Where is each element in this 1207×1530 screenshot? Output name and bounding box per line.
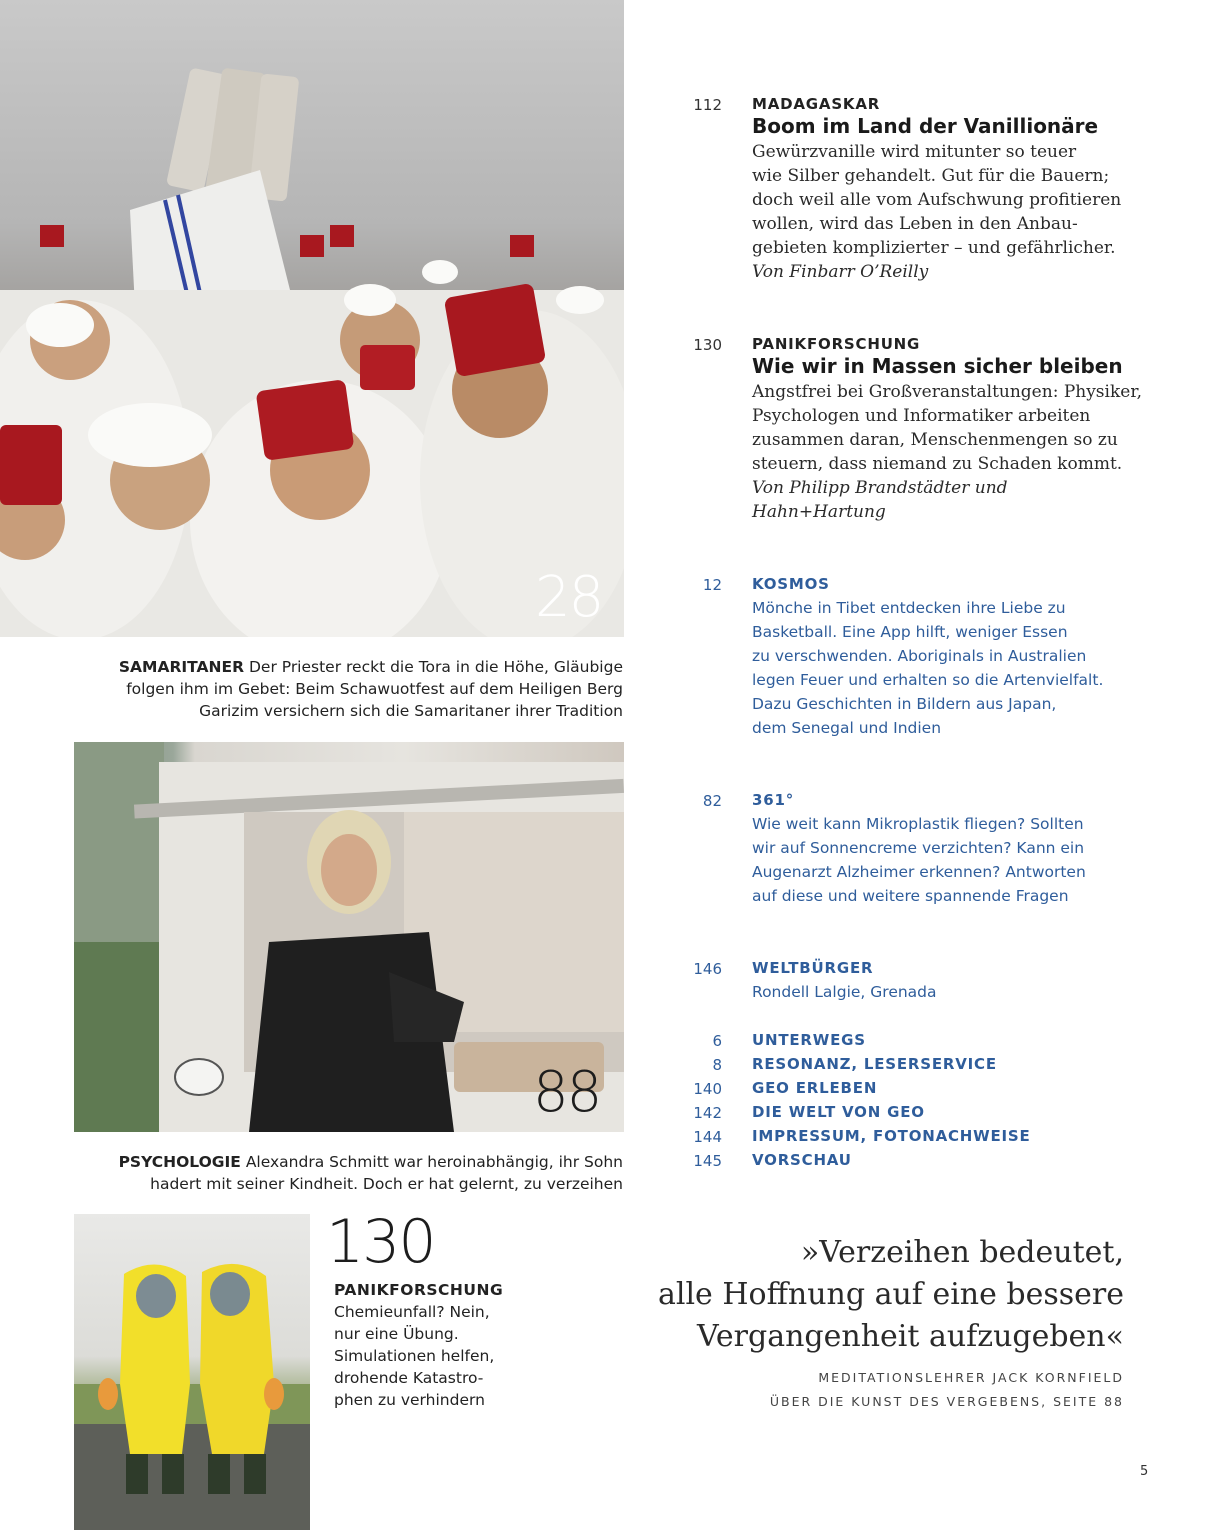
teaser-line: wir auf Sonnencreme verzichten? Kann ein — [752, 839, 1085, 857]
story-teaser — [752, 380, 1152, 524]
toc-page-number: 146 — [693, 960, 722, 978]
psychology-photo — [74, 742, 624, 1132]
teaser-line: Basketball. Eine App hilft, weniger Essen — [752, 623, 1068, 641]
teaser-line: zusammen daran, Menschenmengen so zu — [752, 430, 1118, 450]
teaser-line: zu verschwenden. Aboriginals in Australien — [752, 647, 1087, 665]
section-link-unterwegs[interactable]: UNTERWEGS — [752, 1031, 866, 1049]
caption-kicker: SAMARITANER — [118, 658, 245, 676]
teaser-line: Mönche in Tibet entdecken ihre Liebe zu — [752, 599, 1066, 617]
hazmat-illustration — [74, 1214, 310, 1530]
section-teaser: Rondell Lalgie, Grenada — [752, 983, 937, 1001]
samaritan-illustration — [0, 0, 624, 637]
byline: Von Finbarr O’Reilly — [752, 262, 929, 282]
teaser-line: Dazu Geschichten in Bildern aus Japan, — [752, 695, 1057, 713]
panic-research-photo — [74, 1214, 310, 1530]
panic-research-teaser — [334, 1279, 534, 1411]
toc-page-number: 144 — [693, 1128, 722, 1146]
samaritan-photo — [0, 0, 624, 637]
section-link-geo-erleben[interactable]: GEO ERLEBEN — [752, 1079, 878, 1097]
section-kicker-kosmos[interactable]: KOSMOS — [752, 575, 830, 593]
toc-page-number: 112 — [693, 96, 722, 114]
teaser-line: legen Feuer und erhalten so die Artenvielfalt. — [752, 671, 1104, 689]
page-number: 5 — [1140, 1464, 1149, 1479]
teaser-line: Chemieunfall? Nein, — [334, 1303, 490, 1321]
section-kicker-weltbuerger[interactable]: WELTBÜRGER — [752, 959, 874, 977]
story-headline[interactable]: Wie wir in Massen sicher bleiben — [752, 354, 1123, 378]
section-kicker-361[interactable]: 361° — [752, 791, 795, 809]
caption-text: Alexandra Schmitt war heroinabhängig, ihr Sohn hadert mit seiner Kindheit. Doch er hat gelernt, zu verzeihen — [150, 1153, 623, 1193]
pull-quote — [640, 1232, 1124, 1358]
toc-page-number: 130 — [693, 336, 722, 354]
page-number-130: 130 — [326, 1207, 435, 1277]
caption-kicker: PSYCHOLOGIE — [118, 1153, 241, 1171]
story-kicker: MADAGASKAR — [752, 95, 881, 113]
teaser-line: doch weil alle vom Aufschwung profitieren — [752, 190, 1122, 210]
story-headline[interactable]: Boom im Land der Vanillionäre — [752, 114, 1099, 138]
quote-source-line: ÜBER DIE KUNST DES VERGEBENS, SEITE 88 — [769, 1394, 1124, 1409]
page-number-88: 88 — [533, 1060, 601, 1125]
toc-page-number: 145 — [693, 1152, 722, 1170]
teaser-line: nur eine Übung. — [334, 1325, 459, 1343]
section-link-welt-von-geo[interactable]: DIE WELT VON GEO — [752, 1103, 925, 1121]
teaser-line: Simulationen helfen, — [334, 1347, 495, 1365]
quote-line: Vergangenheit aufzugeben« — [697, 1319, 1124, 1354]
story-kicker: PANIKFORSCHUNG — [752, 335, 921, 353]
toc-page-number: 8 — [712, 1056, 722, 1074]
samaritan-caption — [100, 656, 623, 722]
section-teaser — [752, 596, 1152, 740]
toc-page-number: 6 — [712, 1032, 722, 1050]
toc-page-number: 12 — [702, 576, 722, 594]
teaser-line: Psychologen und Informatiker arbeiten — [752, 406, 1091, 426]
page-number-28: 28 — [535, 565, 603, 630]
teaser-line: dem Senegal und Indien — [752, 719, 942, 737]
teaser-line: Augenarzt Alzheimer erkennen? Antworten — [752, 863, 1086, 881]
teaser-line: drohende Katastro- — [334, 1369, 484, 1387]
toc-page-number: 82 — [702, 792, 722, 810]
section-link-vorschau[interactable]: VORSCHAU — [752, 1151, 852, 1169]
teaser-line: gebieten komplizierter – und gefährlicher. — [752, 238, 1116, 258]
caption-text: Der Priester reckt die Tora in die Höhe, Gläubige folgen ihm im Gebet: Beim Schawuotfest auf dem Heiligen Berg Garizim versichern sich die Samaritaner ihrer Tradition — [126, 658, 623, 720]
story-teaser — [752, 140, 1152, 284]
teaser-line: Wie weit kann Mikroplastik fliegen? Sollten — [752, 815, 1084, 833]
teaser-line: Gewürzvanille wird mitunter so teuer — [752, 142, 1077, 162]
psychology-caption — [100, 1151, 623, 1195]
section-teaser — [752, 812, 1152, 908]
quote-source — [640, 1366, 1124, 1414]
teaser-line: wie Silber gehandelt. Gut für die Bauern; — [752, 166, 1110, 186]
quote-line: alle Hoffnung auf eine bessere — [657, 1277, 1124, 1312]
quote-line: »Verzeihen bedeutet, — [800, 1235, 1124, 1270]
quote-source-line: MEDITATIONSLEHRER JACK KORNFIELD — [818, 1370, 1124, 1385]
teaser-line: auf diese und weitere spannende Fragen — [752, 887, 1069, 905]
section-link-impressum[interactable]: IMPRESSUM, FOTONACHWEISE — [752, 1127, 1031, 1145]
teaser-line: phen zu verhindern — [334, 1391, 485, 1409]
section-link-resonanz[interactable]: RESONANZ, LESERSERVICE — [752, 1055, 997, 1073]
teaser-line: Angstfrei bei Großveranstaltungen: Physiker, — [752, 382, 1142, 402]
toc-page-number: 140 — [693, 1080, 722, 1098]
toc-page-number: 142 — [693, 1104, 722, 1122]
teaser-kicker: PANIKFORSCHUNG — [334, 1281, 504, 1299]
teaser-line: wollen, wird das Leben in den Anbau- — [752, 214, 1078, 234]
byline: Von Philipp Brandstädter und — [752, 478, 1008, 498]
byline: Hahn+Hartung — [752, 502, 886, 522]
teaser-line: steuern, dass niemand zu Schaden kommt. — [752, 454, 1123, 474]
